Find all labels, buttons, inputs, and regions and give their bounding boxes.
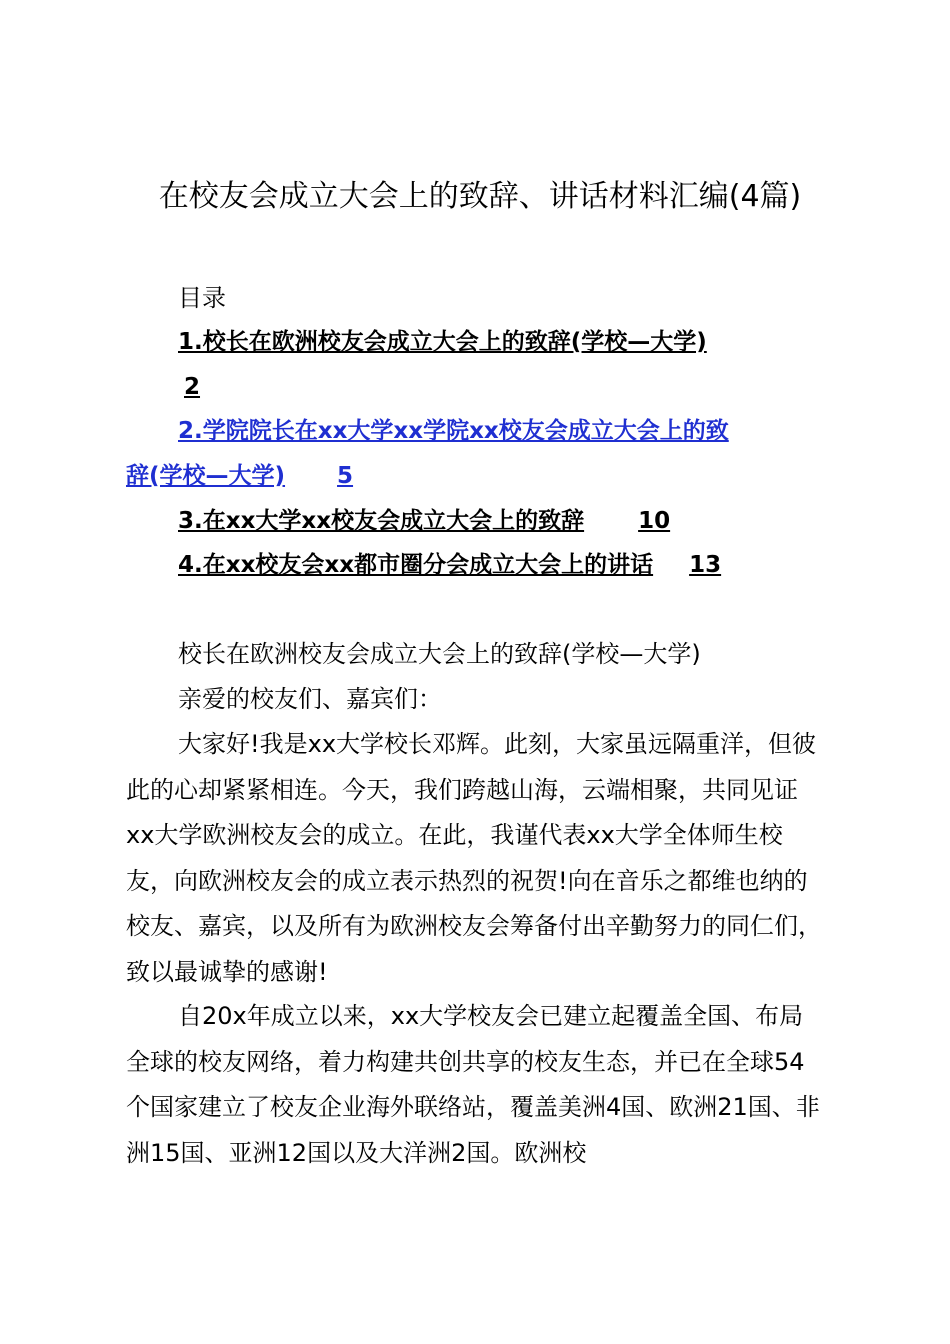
- toc-item-2-text-line2: 辞(学校—大学): [126, 463, 286, 489]
- toc-item-2-line2[interactable]: [126, 458, 353, 494]
- toc-item-1-text: 1.校长在欧洲校友会成立大会上的致辞(学校—大学): [178, 329, 707, 355]
- toc-item-1[interactable]: [178, 324, 707, 360]
- toc-leader: [653, 547, 689, 583]
- toc-heading: 目录: [178, 284, 226, 312]
- toc-item-1-page-line[interactable]: [126, 369, 200, 405]
- greeting: 亲爱的校友们、嘉宾们：: [178, 685, 442, 713]
- document-title: 在校友会成立大会上的致辞、讲话材料汇编(4篇): [158, 179, 802, 214]
- toc-item-4-page: 13: [689, 552, 722, 578]
- section-title: 校长在欧洲校友会成立大会上的致辞(学校—大学): [178, 640, 701, 668]
- toc-leader: [285, 458, 337, 494]
- paragraph-2: 自20x年成立以来，xx大学校友会已建立起覆盖全国、布局全球的校友网络，着力构建共创共享的校友生态，并已在全球54个国家建立了校友企业海外联络站，覆盖美洲4国、欧洲21国、非洲15国、亚洲12国以及大洋洲2国。欧洲校: [126, 1002, 820, 1167]
- toc-item-3-page: 10: [638, 508, 671, 534]
- toc-item-3-text: 3.在xx大学xx校友会成立大会上的致辞: [178, 508, 585, 534]
- toc-item-2[interactable]: [178, 413, 729, 449]
- toc-item-4-text: 4.在xx校友会xx都市圈分会成立大会上的讲话: [178, 552, 654, 578]
- toc-leader: [584, 503, 638, 539]
- toc-item-4[interactable]: [178, 547, 721, 583]
- toc-leader: [126, 369, 184, 405]
- toc-item-3[interactable]: [178, 503, 670, 539]
- toc-item-1-page: 2: [184, 374, 201, 400]
- paragraph-1: 大家好!我是xx大学校长邓辉。此刻，大家虽远隔重洋，但彼此的心却紧紧相连。今天，我们跨越山海，云端相聚，共同见证xx大学欧洲校友会的成立。在此，我谨代表xx大学全体师生校友，向欧洲校友会的成立表示热烈的祝贺!向在音乐之都维也纳的校友、嘉宾，以及所有为欧洲校友会筹备付出辛勤努力的同仁们，致以最诚挚的感谢!: [126, 730, 822, 986]
- toc-item-2-page: 5: [337, 463, 354, 489]
- toc-item-2-text-line1: 2.学院院长在xx大学xx学院xx校友会成立大会上的致: [178, 418, 729, 444]
